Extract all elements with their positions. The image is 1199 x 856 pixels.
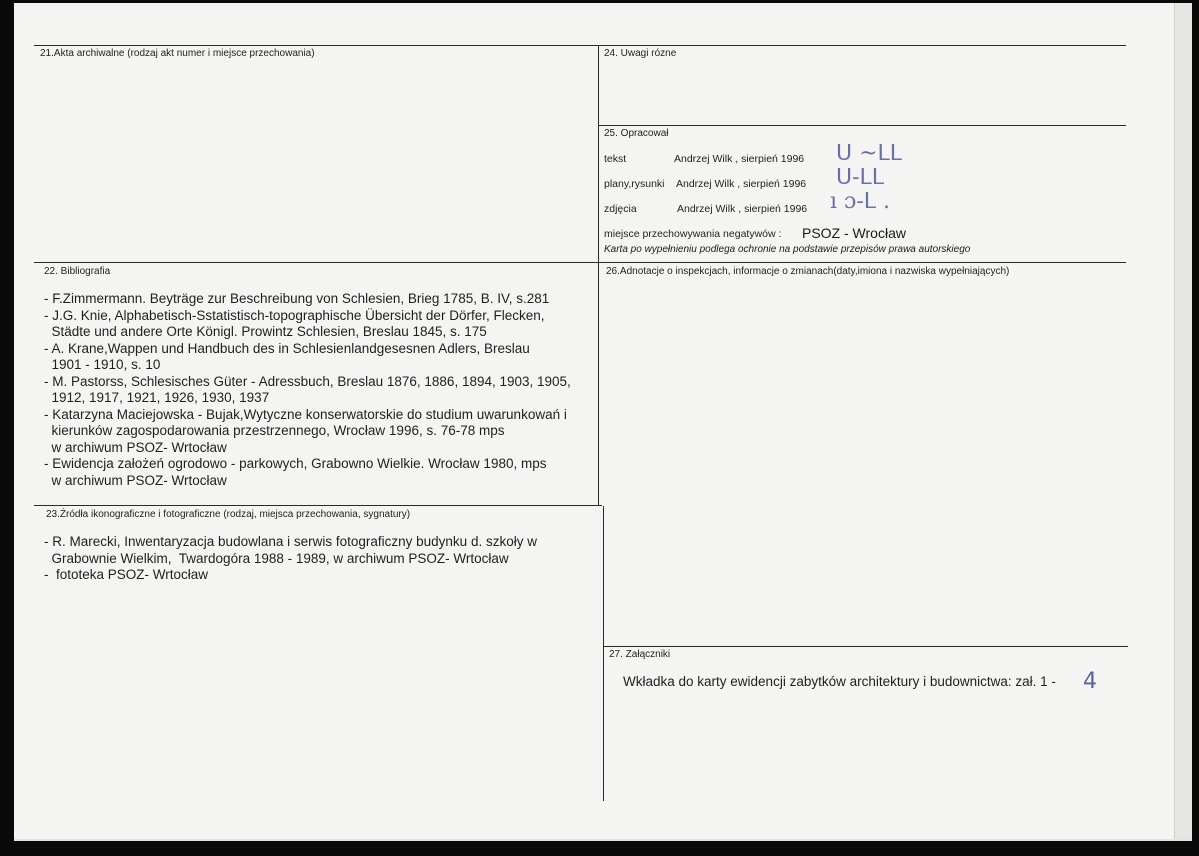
iconography-list bbox=[44, 534, 596, 584]
bibliography-line: 1912, 1917, 1921, 1926, 1930, 1937 bbox=[44, 390, 270, 405]
rule-middle bbox=[34, 262, 1126, 263]
bibliography-line: - J.G. Knie, Alphabetisch-Sstatistisch-topographische Übersicht der Dörfer, Flecken, bbox=[44, 307, 545, 323]
signature-mark: ı ɔ-ᒪ . bbox=[830, 189, 891, 214]
section-24-label: 24. Uwagi rózne bbox=[604, 48, 677, 59]
copyright-notice: Karta po wypełnieniu podlega ochronie na podstawie przepisów prawa autorskiego bbox=[604, 244, 971, 255]
section-27-label: 27. Załączniki bbox=[609, 649, 671, 660]
signature-mark: ᑌ-ᒪᒪ bbox=[836, 165, 885, 190]
section-22-label: 22. Bibliografia bbox=[44, 266, 111, 277]
authorship-kind: zdjęcia bbox=[604, 203, 637, 215]
negatives-place: PSOZ - Wrocław bbox=[802, 225, 906, 241]
form-page bbox=[14, 3, 1192, 841]
authorship-author: Andrzej Wilk , sierpień 1996 bbox=[677, 203, 808, 215]
iconography-line: - R. Marecki, Inwentaryzacja budowlana i serwis fotograficzny budynku d. szkoły w bbox=[44, 534, 537, 549]
authorship-author: Andrzej Wilk , sierpień 1996 bbox=[674, 153, 805, 165]
bibliography-line: - Katarzyna Maciejowska - Bujak,Wytyczne konserwatorskie do studium uwarunkowań i bbox=[44, 406, 567, 422]
paper-edge bbox=[1174, 3, 1192, 841]
top-rule bbox=[34, 45, 1126, 46]
bibliography-line: 1901 - 1910, s. 10 bbox=[44, 357, 161, 372]
bibliography-line: Städte und andere Orte Königl. Prowintz Schlesien, Breslau 1845, s. 175 bbox=[44, 324, 487, 339]
attachments-count-handwritten: 4 bbox=[1083, 669, 1097, 694]
bibliography-list bbox=[44, 291, 596, 489]
center-divider-lower bbox=[603, 506, 604, 801]
bibliography-line: - A. Krane,Wappen und Handbuch des in Schlesienlandgesesnen Adlers, Breslau bbox=[44, 340, 530, 356]
authorship-author: Andrzej Wilk , sierpień 1996 bbox=[676, 178, 807, 190]
authorship-kind: tekst bbox=[604, 153, 627, 165]
bibliography-line: - F.Zimmermann. Beyträge zur Beschreibung von Schlesien, Brieg 1785, B. IV, s.281 bbox=[44, 291, 550, 306]
authorship-kind: plany,rysunki bbox=[604, 178, 665, 190]
section-21-label: 21.Akta archiwalne (rodzaj akt numer i miejsce przechowania) bbox=[40, 48, 315, 59]
negatives-label: miejsce przechowywania negatywów : bbox=[604, 228, 782, 240]
center-divider-upper bbox=[598, 45, 599, 506]
attachments-text: Wkładka do karty ewidencji zabytków architektury i budownictwa: zał. 1 - bbox=[623, 674, 1056, 689]
iconography-line: Grabownie Wielkim, Twardogóra 1988 - 1989, w archiwum PSOZ- Wrtocław bbox=[44, 550, 509, 566]
rule-24-25 bbox=[598, 125, 1126, 126]
section-23-label: 23.Źródła ikonograficzne i fotograficzne (rodzaj, miejsca przechowania, sygnatury) bbox=[46, 509, 411, 520]
signature-mark: ᑌ ~ᒪᒪ bbox=[836, 141, 903, 166]
section-26-label: 26.Adnotacje o inspekcjach, informacje o zmianach(daty,imiona i nazwiska wypełniających) bbox=[606, 266, 1010, 277]
bibliography-line: w archiwum PSOZ- Wrtocław bbox=[44, 472, 227, 488]
bibliography-line: - Ewidencja założeń ogrodowo - parkowych, Grabowno Wielkie. Wrocław 1980, mps bbox=[44, 456, 547, 471]
bibliography-line: w archiwum PSOZ- Wrtocław bbox=[44, 439, 227, 455]
bibliography-line: - M. Pastorss, Schlesisches Güter - Adressbuch, Breslau 1876, 1886, 1894, 1903, 1905, bbox=[44, 373, 571, 389]
rule-26-27 bbox=[604, 646, 1128, 647]
iconography-line: - fototeka PSOZ- Wrtocław bbox=[44, 567, 209, 582]
rule-22-23 bbox=[34, 505, 602, 506]
bibliography-line: kierunków zagospodarowania przestrzennego, Wrocław 1996, s. 76-78 mps bbox=[44, 423, 505, 438]
section-25-label: 25. Opracował bbox=[604, 128, 669, 139]
scan-bottom-edge bbox=[14, 839, 1192, 841]
